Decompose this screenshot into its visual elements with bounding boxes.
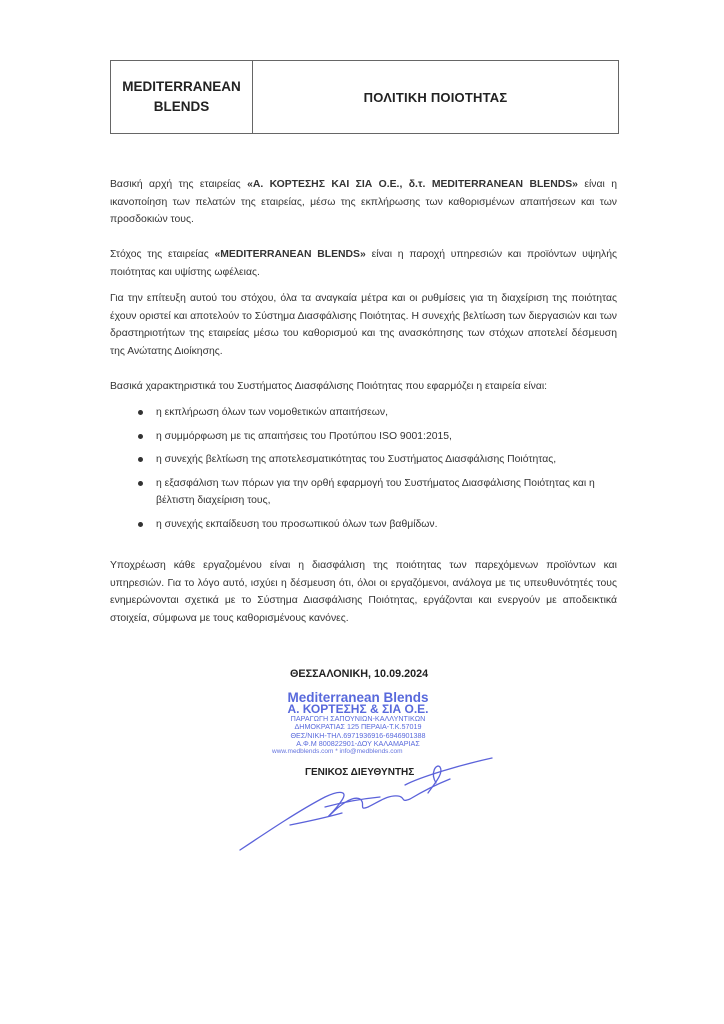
paragraph-1 <box>110 176 617 229</box>
document-title: ΠΟΛΙΤΙΚΗ ΠΟΙΟΤΗΤΑΣ <box>363 89 508 105</box>
list-item: η συνεχής βελτίωση της αποτελεσματικότητας του Συστήματος Διασφάλισης Ποιότητας, <box>138 451 617 469</box>
paragraph-2 <box>110 246 617 281</box>
signer-title: ΓΕΝΙΚΟΣ ΔΙΕΥΘΥΝΤΗΣ <box>305 767 415 778</box>
p2-text-c: είναι η παροχή υπηρεσιών και προϊόντων υψηλής ποιότητας και υψίστης ωφέλειας. <box>110 249 617 278</box>
list-item: η συνεχής εκπαίδευση του προσωπικού όλων των βαθμίδων. <box>138 516 617 534</box>
characteristics-list <box>138 404 617 539</box>
company-cell <box>111 61 253 133</box>
company-name-line2: BLENDS <box>153 99 210 114</box>
list-item: η συμμόρφωση με τις απαιτήσεις του Προτύπου ISO 9001:2015, <box>138 428 617 446</box>
p1-text-a: Βασική αρχή της εταιρείας <box>110 179 248 190</box>
paragraph-4 <box>110 378 617 396</box>
stamp-line4: Α.Φ.Μ 800822901-ΔΟΥ ΚΑΛΑΜΑΡΙΑΣ <box>296 738 420 748</box>
company-name <box>122 77 241 117</box>
p2-company: «MEDITERRANEAN BLENDS» <box>214 249 366 260</box>
place-date: ΘΕΣΣΑΛΟΝΙΚΗ, 10.09.2024 <box>290 668 429 680</box>
p4-text: Βασικά χαρακτηριστικά του Συστήματος Διασφάλισης Ποιότητας που εφαρμόζει η εταιρεία είναι: <box>110 381 548 392</box>
p3-text: Για την επίτευξη αυτού του στόχου, όλα τα αναγκαία μέτρα και οι ρυθμίσεις για τη διαχείριση της ποιότητας έχουν οριστεί και αποτελούν το Σύστημα Διασφάλισης Ποιότητας. Η συνεχής βελτίωση των διεργασιών και των δραστηριοτήτων της εταιρείας μέσω του καθορισμού και της ανασκόπησης των στόχων αποτελεί δέσμευση της Ανώτατης Διοίκησης. <box>110 293 617 357</box>
document-header <box>110 60 619 134</box>
signature-image <box>230 755 500 855</box>
stamp-brand: Mediterranean Blends <box>287 690 429 705</box>
p2-text-a: Στόχος της εταιρείας <box>110 249 215 260</box>
title-cell <box>253 61 618 133</box>
stamp-web: www.medblends.com * info@medblends.com <box>272 748 403 756</box>
stamp-line1: ΠΑΡΑΓΩΓΗ ΣΑΠΟΥΝΙΩΝ-ΚΑΛΛΥΝΤΙΚΩΝ <box>290 714 426 723</box>
paragraph-5 <box>110 557 617 627</box>
p5-text: Υποχρέωση κάθε εργαζομένου είναι η διασφάλιση της ποιότητας των παρεχόμενων προϊόντων και υπηρεσιών. Για το λόγο αυτό, ισχύει η δέσμευση ότι, όλοι οι εργαζόμενοι, ανάλογα με τις υπευθυνότητές τους ενημερώνονται σχετικά με το Σύστημα Διασφάλισης Ποιότητας, εργάζονται και ενεργούν με αποδεικτικά στοιχεία, σύμφωνα με τους καθορισμένους κανόνες. <box>110 560 617 624</box>
paragraph-3 <box>110 290 617 360</box>
company-stamp <box>268 692 448 762</box>
stamp-line3: ΘΕΣ/ΝΙΚΗ-ΤΗΛ.6971936916-6946901388 <box>290 730 426 740</box>
p1-company: «Α. ΚΟΡΤΕΣΗΣ ΚΑΙ ΣΙΑ Ο.Ε., δ.τ. MEDITERRANEAN BLENDS» <box>247 179 578 190</box>
p1-text-c: είναι η ικανοποίηση των πελατών της εταιρείας, μέσω της εκπλήρωσης των καθορισμένων απαιτήσεων και των προσδοκιών τους. <box>110 179 617 225</box>
stamp-company: Α. ΚΟΡΤΕΣΗΣ & ΣΙΑ Ο.Ε. <box>287 702 429 716</box>
company-name-line1: MEDITERRANEAN <box>122 79 241 94</box>
list-item: η εξασφάλιση των πόρων για την ορθή εφαρμογή του Συστήματος Διασφάλισης Ποιότητας και η βέλτιστη διαχείριση τους, <box>138 475 617 510</box>
stamp-line2: ΔΗΜΟΚΡΑΤΙΑΣ 125 ΠΕΡΑΙΑ-Τ.Κ.57019 <box>294 722 422 732</box>
list-item: η εκπλήρωση όλων των νομοθετικών απαιτήσεων, <box>138 404 617 422</box>
